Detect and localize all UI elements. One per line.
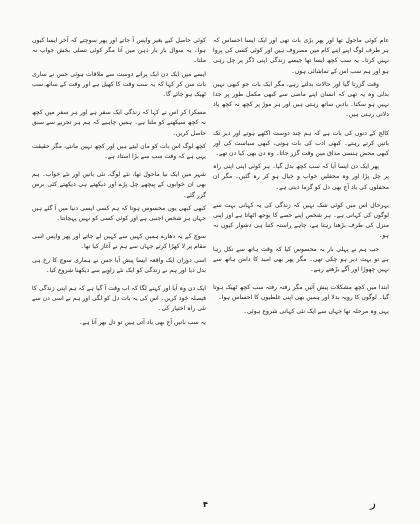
paragraph: ایک دن وہ آیا اور کہنے لگا کہ اب وقت آ گیا ہے کہ ہم اپنی زندگی کا فیصلہ خود کریں۔ اس کی یہ بات دل کو لگی اور ہم نے اسی دن سے نئی راہ اختیار کی۔ <box>32 285 206 313</box>
paragraph: اسی دوران ایک واقعہ ایسا پیش آیا جس نے ہماری سوچ کا رخ ہی بدل دیا اور ہم نے زندگی کو ایک نئے زاویے سے دیکھنا شروع کیا۔ <box>32 256 206 274</box>
paragraph: کالج کے دنوں کی بات ہے کہ ہم چند دوست اکٹھے ہوتے اور دیر تک باتیں کرتے رہتے۔ کبھی ادب کی بات ہوتی، کبھی سیاست کی اور کبھی محض ہنسی مذاق میں وقت گزر جاتا۔ وہ دن بھی کیا دن تھے۔ <box>213 129 389 158</box>
paragraph: شہر میں ایک نیا ماحول تھا، نئے لوگ، نئی باتیں اور نئے خواب۔ ہم بھی ان خوابوں کے پیچھے چل پڑے اور دیکھتے ہی دیکھتے کئی برس گزر گئے۔ <box>32 171 206 199</box>
page-number: ۴ <box>203 500 208 509</box>
paragraph: یہی وہ مرحلہ تھا جہاں سے ایک نئی کہانی شروع ہوئی۔ <box>243 307 389 315</box>
margin-mark: ر <box>370 496 376 510</box>
left-text-column <box>32 36 206 498</box>
paragraph: سوچ کے یہ دھارے ہمیں کہیں سے کہیں لے جاتے اور پھر واپس اسی مقام پر لا کھڑا کرتے جہاں سے ہم نے آغاز کیا تھا۔ <box>32 233 206 251</box>
paragraph: ابتدا میں کچھ مشکلات پیش آئیں مگر رفتہ رفتہ سب کچھ ٹھیک ہوتا گیا۔ لوگوں کا رویہ بدلا اور ہمیں بھی اپنی غلطیوں کا احساس ہوا۔ <box>213 284 389 302</box>
paragraph: پھر ایک دن ایسا آیا کہ سب کچھ بدل گیا۔ ہر کوئی اپنی اپنی راہ پر چل پڑا اور وہ محفلیں خواب و خیال ہو کر رہ گئیں۔ مگر ان محفلوں کی یاد آج بھی دل کو گرما دیتی ہے۔ <box>213 163 389 191</box>
paragraph: کبھی کبھی یوں محسوس ہوتا کہ ہم کسی ایسی دنیا میں آ گئے ہیں جہاں ہر شخص اجنبی ہے اور کوئی کسی کو نہیں پہچانتا۔ <box>32 204 206 223</box>
paragraph: کوئی حاصل کیے بغیر واپس آ جاتے اور پھر سوچتے کہ آخر ایسا کیوں ہوا۔ یہ سوال بار بار ذہن میں آتا مگر کوئی تسلی بخش جواب نہ ملتا۔ <box>32 37 206 65</box>
paragraph: جب ہم نے پہلی بار یہ محسوس کیا کہ وقت ہاتھ سے نکل رہا ہے تو بہت دیر ہو چکی تھی۔ مگر پھر بھی امید کا دامن ہاتھ سے نہیں چھوڑا اور آگے بڑھتے رہے۔ <box>213 245 389 274</box>
paragraph: بہرحال اس میں کوئی شک نہیں کہ زندگی کی یہ کہانی بہت سے لوگوں کی کہانی ہے۔ ہر شخص اپنے حصے کا بوجھ اٹھاتا ہے اور اپنی منزل کی طرف بڑھتا رہتا ہے، چاہے راستہ کتنا ہی دشوار کیوں نہ ہو۔ <box>213 201 389 240</box>
paragraph: ایسے میں ایک دن ایک پرانے دوست سے ملاقات ہوئی جس نے ساری بات سن کر کہا کہ یہ سب وقت کا کھیل ہے اور وقت کے ساتھ سب ٹھیک ہو جائے گا۔ <box>32 70 206 99</box>
paragraph: عام کوئی ماحول تھا اور پھر بڑی بات تھی اور ایک ایسا احساس کہ ہر طرف لوگ اپنے اپنے کام میں مصروف ہیں اور کوئی کسی کی پروا نہیں کرتا۔ یہ سب کچھ ایسا تھا جیسے زندگی اپنی ڈگر پر چل رہی ہو اور ہم سب اس کے تماشائی ہوں۔ <box>213 37 389 75</box>
right-text-column <box>213 36 389 498</box>
paragraph: مسکرا کر اس نے کہا کہ زندگی ایک سفر ہے اور ہر سفر میں کچھ نہ کچھ سیکھنے کو ملتا ہے۔ ہمیں چاہیے کہ ہم ہر تجربے سے سبق حاصل کریں۔ <box>32 109 206 137</box>
paragraph: وقت گزرتا گیا اور حالات بدلتے رہے، مگر ایک بات جو کبھی نہیں بدلی وہ یہ تھی کہ انسان اپنے ماضی سے کبھی مکمل طور پر جدا نہیں ہو سکتا۔ یادیں ساتھ رہتی ہیں اور ہر موڑ پر کچھ نہ کچھ یاد دلاتی رہتی ہیں۔ <box>213 80 389 119</box>
paragraph: یہ سب باتیں آج بھی یاد آتی ہیں تو دل بھر آتا ہے۔ <box>78 318 206 326</box>
paragraph: کچھ لوگ اس بات کو مان لیتے ہیں اور کچھ نہیں مانتے، مگر حقیقت یہی ہے کہ وقت سب سے بڑا استاد ہے۔ <box>32 142 206 161</box>
